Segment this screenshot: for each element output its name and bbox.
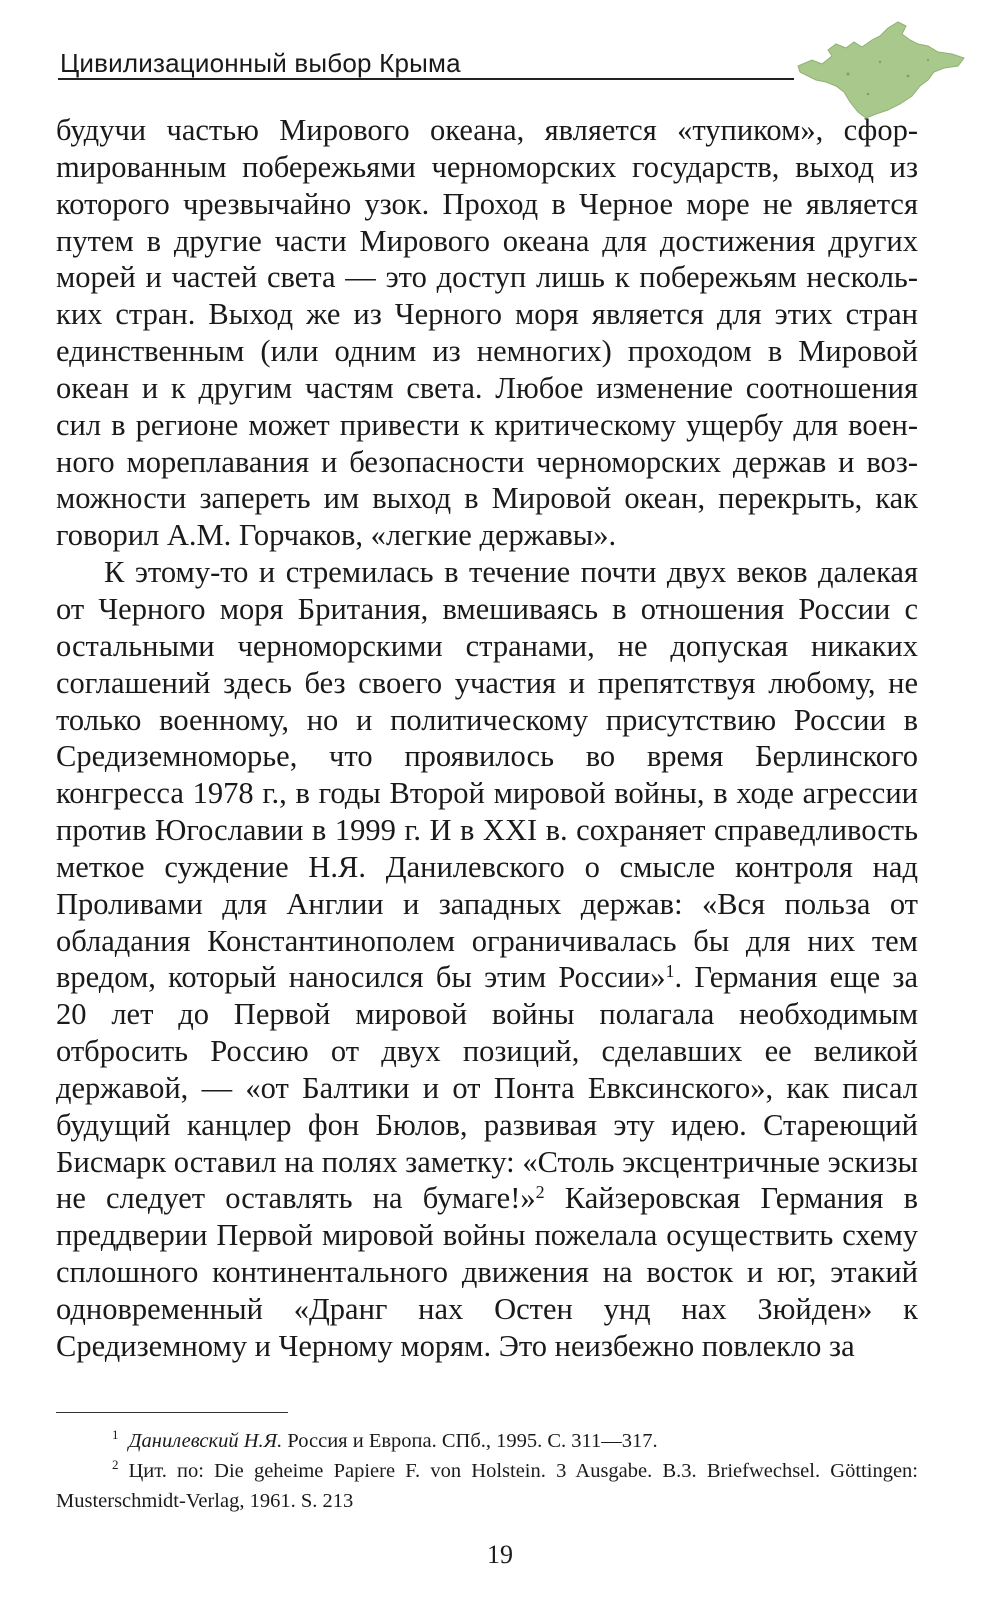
page-number: 19 [487, 1540, 513, 1569]
crimea-map-shape [798, 22, 964, 118]
running-title: Цивилизационный выбор Крыма [60, 48, 461, 78]
footnote-1-text: Россия и Европа. СПб., 1995. С. 311—317. [282, 1430, 658, 1452]
footnote-2-text: Цит. по: Die geheime Papiere F. von Holstein. 3 Ausgabe. B.3. Briefwechsel. Göttingen: Musterschmidt-Verlag, 1961. S. 213 [56, 1460, 918, 1512]
footnote-1-number: 1 [112, 1427, 119, 1442]
header-rule [58, 78, 794, 80]
footnotes [56, 1426, 918, 1516]
footnote-rule [56, 1412, 288, 1413]
paragraph-1: будучи частью Мирового океана, является «тупиком», сфорmированным побережьями черноморских государств, выход из которого чрезвычайно узок. Проход в Черное море не является путем в другие части Мирового океана для достижения других морей и частей света — это доступ лишь к побережьям нескольких стран. Выход же из Черного моря является для этих стран единственным (или одним из немногих) проходом в Мировой океан и к другим частям света. Любое изменение соотношения сил в регионе может привести к критическому ущербу для военного мореплавания и безопасности черноморских держав и возможности запереть им выход в Мировой океан, перекрыть, как говорил А.М. Горчаков, «легкие державы». [56, 113, 918, 553]
footnote-2-number: 2 [112, 1457, 119, 1472]
paragraph-2-part-3: Кайзеровская Германия в преддверии Первой мировой войны пожелала осуществить схему сплошного континентального движения на восток и юг, этакий одновременный «Дранг нах Остен унд нах Зюйден» к Средиземному и Черному морям. Это неизбежно повлекло за [56, 1181, 918, 1363]
footnote-ref-1: 1 [665, 961, 675, 982]
paragraph-2-part-2: . Германия еще за 20 лет до Первой мировой войны полагала необходимым отбросить Россию от двух позиций, сделавших ее великой державой, — «от Балтики и от Понта Евксинского», как писал будущий канцлер фон Бюлов, развивая эту идею. Стареющий Бисмарк оставил на полях заметку: «Столь эксцентричные эскизы не следует оставлять на бумаге!» [56, 960, 918, 1216]
footnote-ref-2: 2 [535, 1182, 545, 1203]
paragraph-2 [56, 554, 918, 1365]
footnote-1-author: Данилевский Н.Я. [128, 1430, 283, 1452]
footnote-1 [56, 1426, 918, 1456]
page-header [52, 38, 952, 118]
crimea-map-icon [788, 14, 968, 126]
footnote-2 [56, 1456, 918, 1516]
main-text [56, 112, 918, 1365]
paragraph-2-part-1: К этому-то и стремилась в течение почти двух веков далекая от Черного моря Британия, вмешиваясь в отношения России с остальными черноморскими странами, не допуская никаких соглашений здесь без своего участия и препятствуя любому, не только военному, но и политическому присутствию России в Средиземноморье, что проявилось во время Берлинского конгресса 1978 г., в годы Второй мировой войны, в ходе агрессии против Югославии в 1999 г. И в XXI в. сохраняет справедливость меткое суждение Н.Я. Данилевского о смысле контроля над Проливами для Англии и западных держав: «Вся польза от обладания Константинополем ограничивалась бы для них тем вредом, который наносился бы этим России» [56, 555, 918, 995]
